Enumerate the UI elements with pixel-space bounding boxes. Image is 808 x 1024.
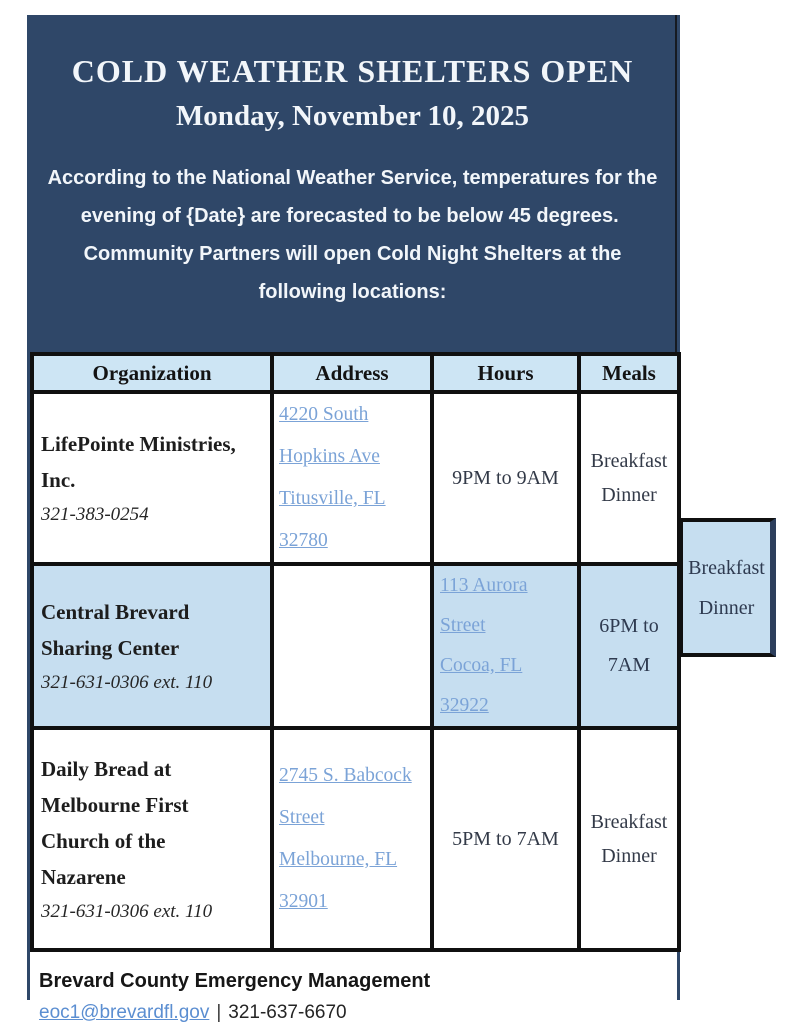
hours-text: 6PM to bbox=[599, 615, 659, 637]
org-name-line: Nazarene bbox=[41, 864, 126, 889]
address-line: 32901 bbox=[279, 891, 328, 912]
hours-text: 7AM bbox=[607, 654, 651, 676]
flyer-intro-text: According to the National Weather Service, temperatures for the evening of {Date} are forecasted to be below 45 degrees. Community Partners will open Cold Night Shelters at the following locations: bbox=[47, 167, 658, 303]
flyer-footer bbox=[30, 952, 677, 1024]
shelters-table bbox=[30, 352, 681, 952]
address-line: 113 Aurora bbox=[440, 575, 528, 596]
hours-text: 5PM to 7AM bbox=[452, 828, 559, 850]
table-row-lifepointe bbox=[32, 392, 679, 564]
address-cell-central-brevard bbox=[432, 564, 579, 728]
org-cell-daily-bread bbox=[32, 728, 272, 950]
email-link[interactable]: eoc1@brevardfl.gov bbox=[39, 1002, 210, 1023]
hours-text: 9PM to 9AM bbox=[452, 467, 559, 489]
org-phone: 321-631-0306 ext. 110 bbox=[41, 671, 213, 693]
org-name-line: Church of the bbox=[41, 828, 166, 853]
col-header-address: Address bbox=[272, 354, 432, 392]
org-cell-central-brevard bbox=[32, 564, 272, 728]
org-name-line: Melbourne First bbox=[41, 792, 189, 817]
table-header-row bbox=[32, 354, 679, 392]
address-line: Cocoa, FL bbox=[440, 655, 523, 676]
cold-weather-flyer bbox=[27, 15, 765, 1023]
col-header-meals: Meals bbox=[579, 354, 679, 392]
meals-cell-lifepointe bbox=[579, 392, 679, 564]
flyer-title: COLD WEATHER SHELTERS OPEN bbox=[71, 53, 634, 89]
address-line: Hopkins Ave bbox=[279, 446, 380, 467]
org-cell-lifepointe bbox=[32, 392, 272, 564]
org-name-line: LifePointe Ministries, bbox=[41, 431, 236, 456]
meals-cell-daily-bread bbox=[579, 728, 679, 950]
flyer-date: Monday, November 10, 2025 bbox=[175, 100, 530, 132]
meals-text: Dinner bbox=[698, 596, 755, 619]
separator: | bbox=[216, 1002, 222, 1023]
empty-address-cell bbox=[272, 564, 432, 728]
address-line: Street bbox=[279, 807, 325, 828]
address-link-daily-bread[interactable] bbox=[279, 755, 430, 923]
meals-text: Dinner bbox=[601, 484, 657, 506]
address-link-central-brevard[interactable] bbox=[440, 566, 577, 726]
address-line: Melbourne, FL bbox=[279, 849, 398, 870]
hours-cell-central-brevard bbox=[579, 564, 679, 728]
table-row-daily-bread bbox=[32, 728, 679, 950]
org-phone: 321-631-0306 ext. 110 bbox=[41, 900, 213, 922]
address-line: 32780 bbox=[279, 530, 328, 551]
table-row-central-brevard bbox=[32, 564, 679, 728]
col-header-hours: Hours bbox=[432, 354, 579, 392]
meals-text: Breakfast bbox=[688, 556, 765, 579]
flyer-header bbox=[30, 15, 677, 352]
address-line: Street bbox=[440, 615, 486, 636]
col-header-organization: Organization bbox=[32, 354, 272, 392]
address-line: 2745 S. Babcock bbox=[279, 765, 412, 786]
meals-cell-central-brevard-overflow bbox=[679, 518, 776, 657]
address-link-lifepointe[interactable] bbox=[279, 394, 430, 562]
footer-contact-line bbox=[39, 1002, 665, 1024]
hours-cell-daily-bread bbox=[432, 728, 579, 950]
footer-org-name: Brevard County Emergency Management bbox=[39, 970, 431, 992]
footer-phone: 321-637-6670 bbox=[228, 1002, 347, 1023]
address-cell-lifepointe bbox=[272, 392, 432, 564]
address-line: Titusville, FL bbox=[279, 488, 386, 509]
org-name-line: Sharing Center bbox=[41, 635, 180, 660]
org-name-line: Daily Bread at bbox=[41, 756, 172, 781]
address-line: 32922 bbox=[440, 695, 489, 716]
hours-cell-lifepointe bbox=[432, 392, 579, 564]
meals-text: Breakfast bbox=[590, 811, 668, 833]
org-name-line: Inc. bbox=[41, 467, 76, 492]
meals-text: Dinner bbox=[601, 845, 657, 867]
meals-text: Breakfast bbox=[590, 450, 668, 472]
address-line: 4220 South bbox=[279, 404, 369, 425]
org-phone: 321-383-0254 bbox=[41, 503, 149, 525]
address-cell-daily-bread bbox=[272, 728, 432, 950]
org-name-line: Central Brevard bbox=[41, 599, 190, 624]
